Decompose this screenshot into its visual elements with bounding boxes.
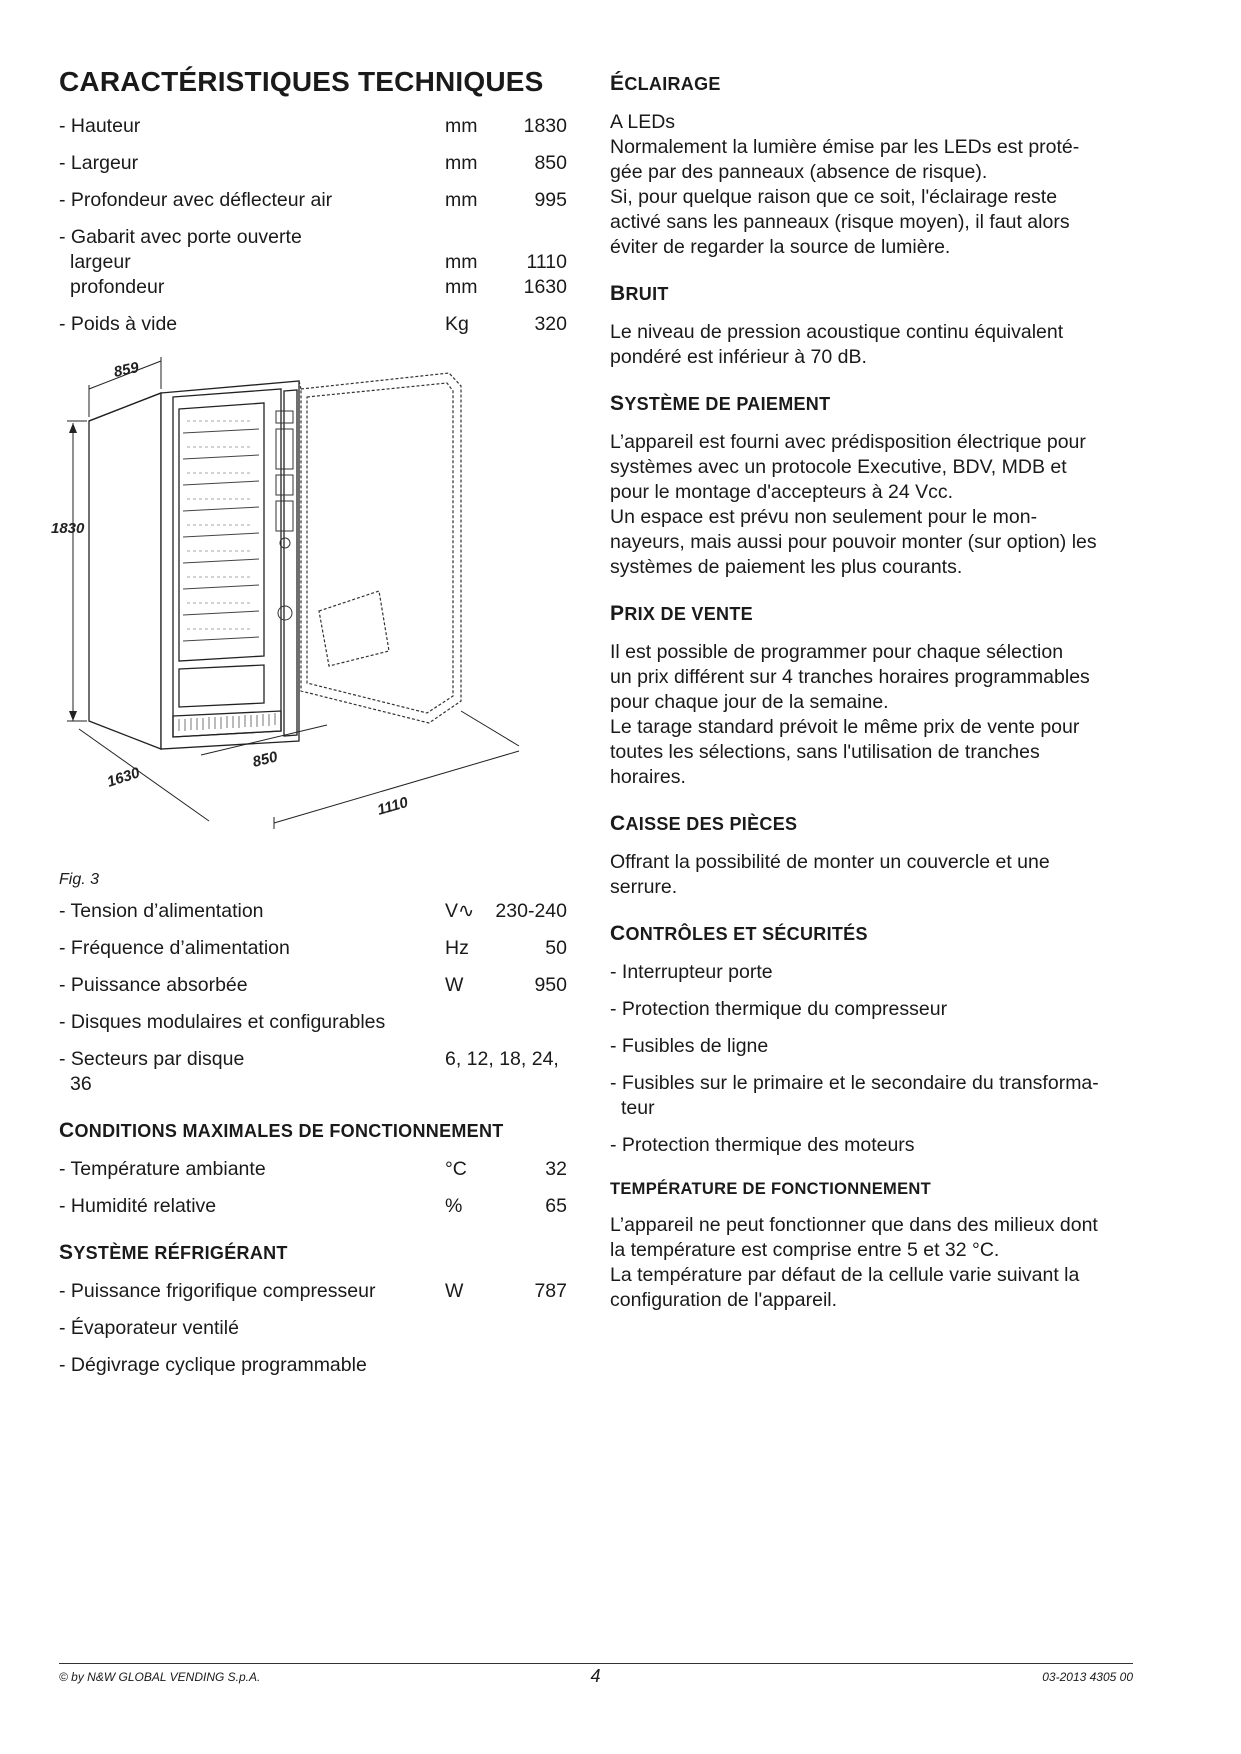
text-line: la température est comprise entre 5 et 32 °C.	[610, 1239, 1000, 1261]
section-title-temperature: TEMPÉRATURE DE FONCTIONNEMENT	[610, 1180, 931, 1198]
title-rest: RUIT	[625, 284, 669, 304]
title-rest: YSTÈME RÉFRIGÉRANT	[73, 1243, 288, 1263]
list-item-text: - Protection thermique des moteurs	[610, 1134, 915, 1156]
spec-label: - Gabarit avec porte ouverte	[59, 226, 302, 248]
spec-unit: %	[445, 1195, 463, 1217]
spec-value: 65	[545, 1195, 567, 1217]
spec-row-frequence	[59, 936, 567, 961]
spec-label: - Disques modulaires et configurables	[59, 1011, 386, 1033]
spec-unit: mm	[445, 276, 478, 298]
section-title-controles	[610, 922, 1140, 946]
spec-unit: mm	[445, 115, 478, 137]
dim-depth-label: 1630	[104, 764, 142, 791]
vending-machine-figure	[49, 351, 569, 871]
text-line: Le niveau de pression acoustique continu équivalent	[610, 321, 1064, 343]
title-rest: ONTRÔLES ET SÉCURITÉS	[625, 924, 868, 944]
footer-doc-code: 03-2013 4305 00	[1042, 1670, 1133, 1684]
text-line: A LEDs	[610, 111, 676, 133]
spec-row-tension	[59, 899, 567, 924]
title-rest: CLAIRAGE	[624, 74, 721, 94]
spec-value: 6, 12, 18, 24,	[445, 1048, 559, 1070]
spec-row-poids	[59, 312, 567, 337]
spec-row-largeur	[59, 151, 567, 176]
title-initial: C	[610, 812, 626, 835]
text-line: pour le montage d'accepteurs à 24 Vcc.	[610, 481, 954, 503]
text-line: Le tarage standard prévoit le même prix de vente pour	[610, 716, 1080, 738]
spec-unit: °C	[445, 1158, 467, 1180]
section-title-paiement	[610, 392, 1140, 416]
spec-row-evaporateur	[59, 1316, 567, 1341]
section-title-conditions	[59, 1119, 567, 1143]
text-line: pondéré est inférieur à 70 dB.	[610, 346, 867, 368]
paragraph-prix	[610, 640, 1140, 790]
paragraph-caisse	[610, 850, 1140, 900]
spec-value: 850	[534, 152, 567, 174]
spec-value: 1830	[523, 115, 567, 137]
spec-unit: W	[445, 974, 464, 996]
spec-row-temperature	[59, 1157, 567, 1182]
text-line: serrure.	[610, 876, 678, 898]
title-rest: YSTÈME DE PAIEMENT	[624, 394, 831, 414]
spec-value: 230-240	[495, 900, 567, 922]
spec-label: - Fréquence d’alimentation	[59, 937, 290, 959]
spec-row-humidite	[59, 1194, 567, 1219]
text-line: un prix différent sur 4 tranches horaires programmables	[610, 666, 1090, 688]
page-number: 4	[590, 1666, 601, 1686]
spec-value: 787	[534, 1280, 567, 1302]
list-item	[610, 1133, 1140, 1158]
spec-label: - Évaporateur ventilé	[59, 1317, 239, 1339]
spec-value: 320	[534, 313, 567, 335]
spec-value: 32	[545, 1158, 567, 1180]
text-line: systèmes avec un protocole Executive, BDV, MDB et	[610, 456, 1067, 478]
spec-unit: V∿	[445, 900, 475, 922]
title-initial: É	[610, 72, 625, 95]
spec-unit: mm	[445, 251, 478, 273]
spec-unit: Hz	[445, 937, 469, 959]
paragraph-bruit	[610, 320, 1140, 370]
spec-value: 995	[534, 189, 567, 211]
text-line: L’appareil ne peut fonctionner que dans des milieux dont	[610, 1214, 1098, 1236]
dim-top-label: 859	[112, 359, 141, 381]
right-column	[610, 60, 1140, 1323]
text-line: nayeurs, mais aussi pour pouvoir monter (sur option) les	[610, 531, 1097, 553]
list-item	[610, 997, 1140, 1022]
text-line: Normalement la lumière émise par les LEDs est proté-	[610, 136, 1080, 158]
title-initial: B	[610, 282, 626, 305]
title-rest: AISSE DES PIÈCES	[625, 814, 798, 834]
spec-unit: W	[445, 1280, 464, 1302]
list-item	[610, 1071, 1140, 1121]
dim-width-label: 850	[250, 748, 280, 771]
text-line: Il est possible de programmer pour chaque sélection	[610, 641, 1064, 663]
spec-value-continued: 36	[70, 1073, 92, 1095]
spec-row-hauteur	[59, 114, 567, 139]
text-line: Offrant la possibilité de monter un couvercle et une	[610, 851, 1050, 873]
section-title-bruit	[610, 282, 1140, 306]
spec-label: largeur	[70, 251, 131, 273]
spec-label: - Hauteur	[59, 115, 141, 137]
title-initial: S	[610, 392, 625, 415]
footer-copyright: © by N&W GLOBAL VENDING S.p.A.	[59, 1670, 261, 1684]
text-line: pour chaque jour de la semaine.	[610, 691, 889, 713]
footer-divider	[59, 1663, 1133, 1664]
spec-unit: mm	[445, 189, 478, 211]
list-item-text: - Fusibles de ligne	[610, 1035, 769, 1057]
section-title-refrigerant	[59, 1241, 567, 1265]
spec-value: 1630	[523, 276, 567, 298]
spec-label: - Secteurs par disque	[59, 1048, 245, 1070]
figure-caption: Fig. 3	[59, 871, 100, 888]
title-initial: S	[59, 1241, 74, 1264]
section-title-caisse	[610, 812, 1140, 836]
text-line: horaires.	[610, 766, 686, 788]
page-title: CARACTÉRISTIQUES TECHNIQUES	[59, 66, 544, 97]
text-line: toutes les sélections, sans l'utilisation de tranches	[610, 741, 1040, 763]
spec-row-gabarit-largeur	[59, 250, 567, 275]
text-line: Si, pour quelque raison que ce soit, l'éclairage reste	[610, 186, 1058, 208]
text-line: La température par défaut de la cellule varie suivant la	[610, 1264, 1080, 1286]
spec-label: - Largeur	[59, 152, 139, 174]
spec-row-disques	[59, 1010, 567, 1035]
text-line: activé sans les panneaux (risque moyen), il faut alors	[610, 211, 1070, 233]
spec-row-degivrage	[59, 1353, 567, 1378]
spec-row-puissance	[59, 973, 567, 998]
spec-row-gabarit	[59, 225, 567, 250]
section-title-eclairage	[610, 72, 1140, 96]
section-title-prix	[610, 602, 1140, 626]
spec-row-gabarit-profondeur	[59, 275, 567, 300]
list-item-text-continued: teur	[621, 1097, 655, 1119]
spec-row-secteurs	[59, 1047, 567, 1097]
vending-machine-drawing	[49, 351, 569, 871]
text-line: systèmes de paiement les plus courants.	[610, 556, 963, 578]
spec-unit: Kg	[445, 313, 469, 335]
text-line: Un espace est prévu non seulement pour le mon-	[610, 506, 1038, 528]
spec-label: - Poids à vide	[59, 313, 178, 335]
spec-value: 950	[534, 974, 567, 996]
list-item	[610, 1034, 1140, 1059]
spec-label: - Tension d’alimentation	[59, 900, 264, 922]
text-line: éviter de regarder la source de lumière.	[610, 236, 951, 258]
dim-height-label: 1830	[51, 520, 85, 537]
text-line: gée par des panneaux (absence de risque).	[610, 161, 988, 183]
spec-unit: mm	[445, 152, 478, 174]
title-rest: RIX DE VENTE	[624, 604, 753, 624]
spec-label: profondeur	[70, 276, 165, 298]
spec-value: 1110	[526, 251, 567, 273]
spec-row-frigorifique	[59, 1279, 567, 1304]
spec-label: - Puissance frigorifique compresseur	[59, 1280, 376, 1302]
paragraph-paiement	[610, 430, 1140, 580]
spec-label: - Dégivrage cyclique programmable	[59, 1354, 367, 1376]
paragraph-eclairage	[610, 110, 1140, 260]
paragraph-temperature	[610, 1213, 1140, 1313]
list-item-text: - Fusibles sur le primaire et le secondaire du transforma-	[610, 1072, 1099, 1094]
spec-label: - Température ambiante	[59, 1158, 266, 1180]
list-item-text: - Interrupteur porte	[610, 961, 773, 983]
left-column	[51, 60, 567, 1390]
title-rest: ONDITIONS MAXIMALES DE FONCTIONNEMENT	[74, 1121, 504, 1141]
spec-label: - Puissance absorbée	[59, 974, 248, 996]
dim-open-label: 1110	[375, 793, 411, 819]
title-initial: P	[610, 602, 625, 625]
spec-label: - Humidité relative	[59, 1195, 217, 1217]
text-line: configuration de l'appareil.	[610, 1289, 838, 1311]
title-initial: C	[59, 1119, 75, 1142]
spec-value: 50	[545, 937, 567, 959]
spec-label: - Profondeur avec déflecteur air	[59, 189, 333, 211]
title-initial: C	[610, 922, 626, 945]
text-line: L’appareil est fourni avec prédisposition électrique pour	[610, 431, 1086, 453]
spec-row-profondeur	[59, 188, 567, 213]
list-item-text: - Protection thermique du compresseur	[610, 998, 948, 1020]
list-item	[610, 960, 1140, 985]
